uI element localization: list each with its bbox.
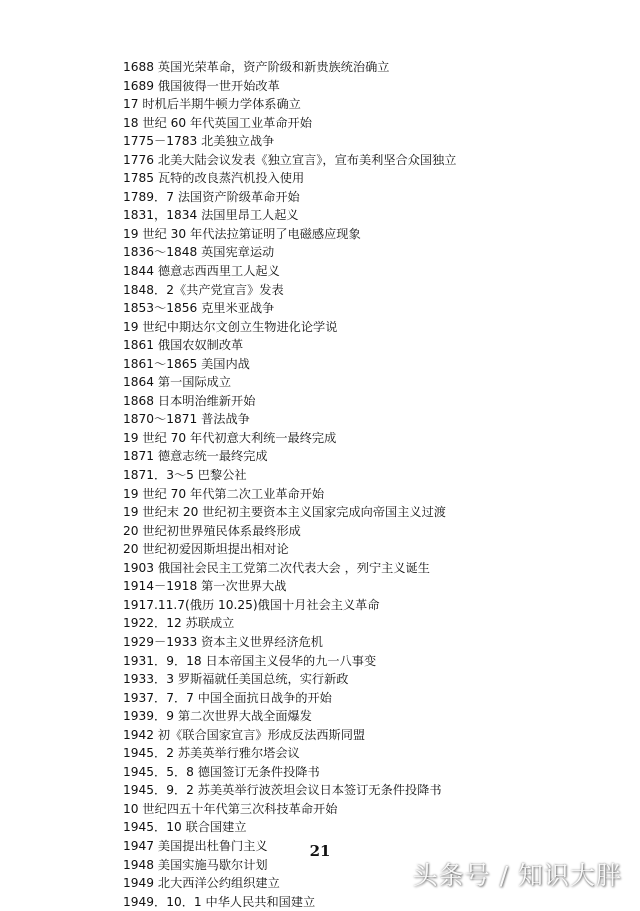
timeline-entry: 1870～1871 普法战争 <box>123 412 250 427</box>
timeline-entry: 19 世纪 30 年代法拉第证明了电磁感应现象 <box>123 226 361 241</box>
timeline-entry: 19 世纪中期达尔文创立生物进化论学说 <box>123 319 338 334</box>
timeline-entry: 1949 北大西洋公约组织建立 <box>123 876 280 891</box>
timeline-entry: 1688 英国光荣革命，资产阶级和新贵族统治确立 <box>123 60 390 74</box>
timeline-entry: 1945．9．2 苏美英举行波茨坦会议日本签订无条件投降书 <box>123 783 442 798</box>
timeline-entry: 17 时机后半期牛顿力学体系确立 <box>123 97 301 112</box>
timeline-entry: 1844 德意志西西里工人起义 <box>123 264 280 279</box>
timeline-entry: 10 世纪四五十年代第三次科技革命开始 <box>123 801 338 816</box>
timeline-entry: 20 世纪初世界殖民体系最终形成 <box>123 523 301 538</box>
timeline-entry: 1848．2《共产党宣言》发表 <box>123 282 284 297</box>
page-number: 21 <box>309 842 331 860</box>
timeline-entry: 20 世纪初爱因斯坦提出相对论 <box>123 542 289 557</box>
timeline-entry: 1947 美国提出杜鲁门主义 <box>123 838 268 853</box>
watermark: 头条号 / 知识大胖 <box>412 861 622 890</box>
timeline-entry: 19 世纪 70 年代初意大利统一最终完成 <box>123 430 337 445</box>
timeline-entry: 1689 俄国彼得一世开始改革 <box>123 78 280 93</box>
timeline-entry: 1945．5．8 德国签订无条件投降书 <box>123 764 320 779</box>
timeline-entry: 1775－1783 北美独立战争 <box>123 134 275 149</box>
timeline-entry: 1785 瓦特的改良蒸汽机投入使用 <box>123 171 305 186</box>
timeline-entry: 19 世纪末 20 世纪初主要资本主义国家完成向帝国主义过渡 <box>123 505 446 520</box>
timeline-entry: 18 世纪 60 年代英国工业革命开始 <box>123 115 312 130</box>
timeline-entry: 1937．7．7 中国全面抗日战争的开始 <box>123 690 332 705</box>
timeline-entry: 1942 初《联合国家宣言》形成反法西斯同盟 <box>123 727 366 742</box>
timeline-entry: 1931．9．18 日本帝国主义侵华的九一八事变 <box>123 653 377 668</box>
timeline-entry: 1864 第一国际成立 <box>123 375 232 390</box>
timeline-entry: 1922．12 苏联成立 <box>123 616 235 631</box>
timeline-entry: 1945．2 苏美英举行雅尔塔会议 <box>123 746 300 761</box>
timeline-entry: 1861 俄国农奴制改革 <box>123 338 244 353</box>
timeline-entry: 1776 北美大陆会议发表《独立宣言》，宣布美利坚合众国独立 <box>123 152 457 167</box>
timeline-entry: 19 世纪 70 年代第二次工业革命开始 <box>123 486 325 501</box>
timeline-entry: 1914－1918 第一次世界大战 <box>123 579 287 594</box>
timeline-entry: 1929－1933 资本主义世界经济危机 <box>123 634 323 649</box>
timeline-entry: 1871 德意志统一最终完成 <box>123 449 268 464</box>
timeline-entry: 1945．10 联合国建立 <box>123 820 247 835</box>
timeline-entry: 1948 美国实施马歇尔计划 <box>123 857 268 872</box>
timeline-entry: 1789．7 法国资产阶级革命开始 <box>123 189 300 204</box>
timeline-entry: 1853～1856 克里米亚战争 <box>123 301 275 316</box>
timeline-entry: 1861～1865 美国内战 <box>123 356 250 371</box>
timeline-entry: 1868 日本明治维新开始 <box>123 393 256 408</box>
timeline-entry: 1831，1834 法国里昂工人起义 <box>123 208 299 223</box>
timeline-list <box>123 58 623 911</box>
timeline-entry: 1871．3～5 巴黎公社 <box>123 468 247 483</box>
timeline-entry: 1933．3 罗斯福就任美国总统，实行新政 <box>123 672 349 687</box>
timeline-entry: 1903 俄国社会民主工党第二次代表大会 ，列宁主义诞生 <box>123 560 430 575</box>
timeline-entry: 1949．10．1 中华人民共和国建立 <box>123 894 316 909</box>
timeline-entry: 1836～1848 英国宪章运动 <box>123 245 275 260</box>
timeline-entry: 1939．9 第二次世界大战全面爆发 <box>123 709 312 724</box>
timeline-entry: 1917.11.7(俄历 10.25)俄国十月社会主义革命 <box>123 597 380 612</box>
